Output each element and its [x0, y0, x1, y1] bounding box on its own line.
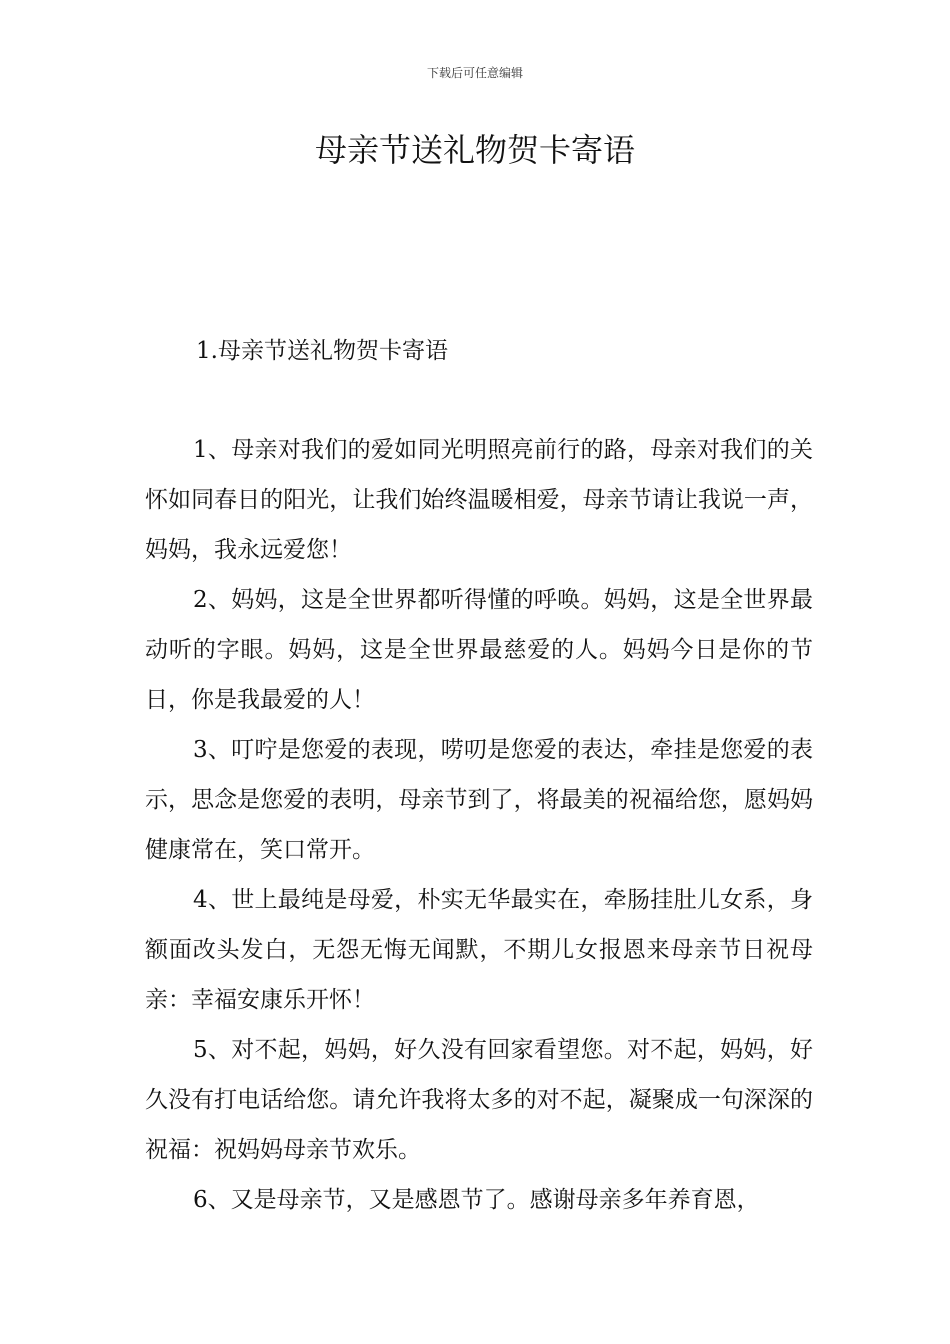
paragraph-4: 4、世上最纯是母爱，朴实无华最实在，牵肠挂肚儿女系，身额面改头发白，无怨无悔无闻默，不期儿女报恩来母亲节日祝母亲：幸福安康乐开怀！ [145, 887, 813, 1013]
section-heading: 1.母亲节送礼物贺卡寄语 [196, 338, 448, 364]
paragraph-3: 3、叮咛是您爱的表现，唠叨是您爱的表达，牵挂是您爱的表示，思念是您爱的表明，母亲节到了，将最美的祝福给您，愿妈妈健康常在，笑口常开。 [145, 737, 813, 863]
page-header-note: 下载后可任意编辑 [426, 66, 523, 80]
paragraph-6: 6、又是母亲节，又是感恩节了。感谢母亲多年养育恩， [193, 1187, 760, 1213]
document-title: 母亲节送礼物贺卡寄语 [314, 131, 635, 169]
paragraph-2: 2、妈妈，这是全世界都听得懂的呼唤。妈妈，这是全世界最动听的字眼。妈妈，这是全世界最慈爱的人。妈妈今日是你的节日，你是我最爱的人！ [145, 587, 813, 713]
document-body [145, 425, 813, 1225]
paragraph-5: 5、对不起，妈妈，好久没有回家看望您。对不起，妈妈，好久没有打电话给您。请允许我将太多的对不起，凝聚成一句深深的祝福：祝妈妈母亲节欢乐。 [145, 1037, 813, 1163]
paragraph-1: 1、母亲对我们的爱如同光明照亮前行的路，母亲对我们的关怀如同春日的阳光，让我们始终温暖相爱，母亲节请让我说一声，妈妈，我永远爱您！ [145, 437, 813, 563]
